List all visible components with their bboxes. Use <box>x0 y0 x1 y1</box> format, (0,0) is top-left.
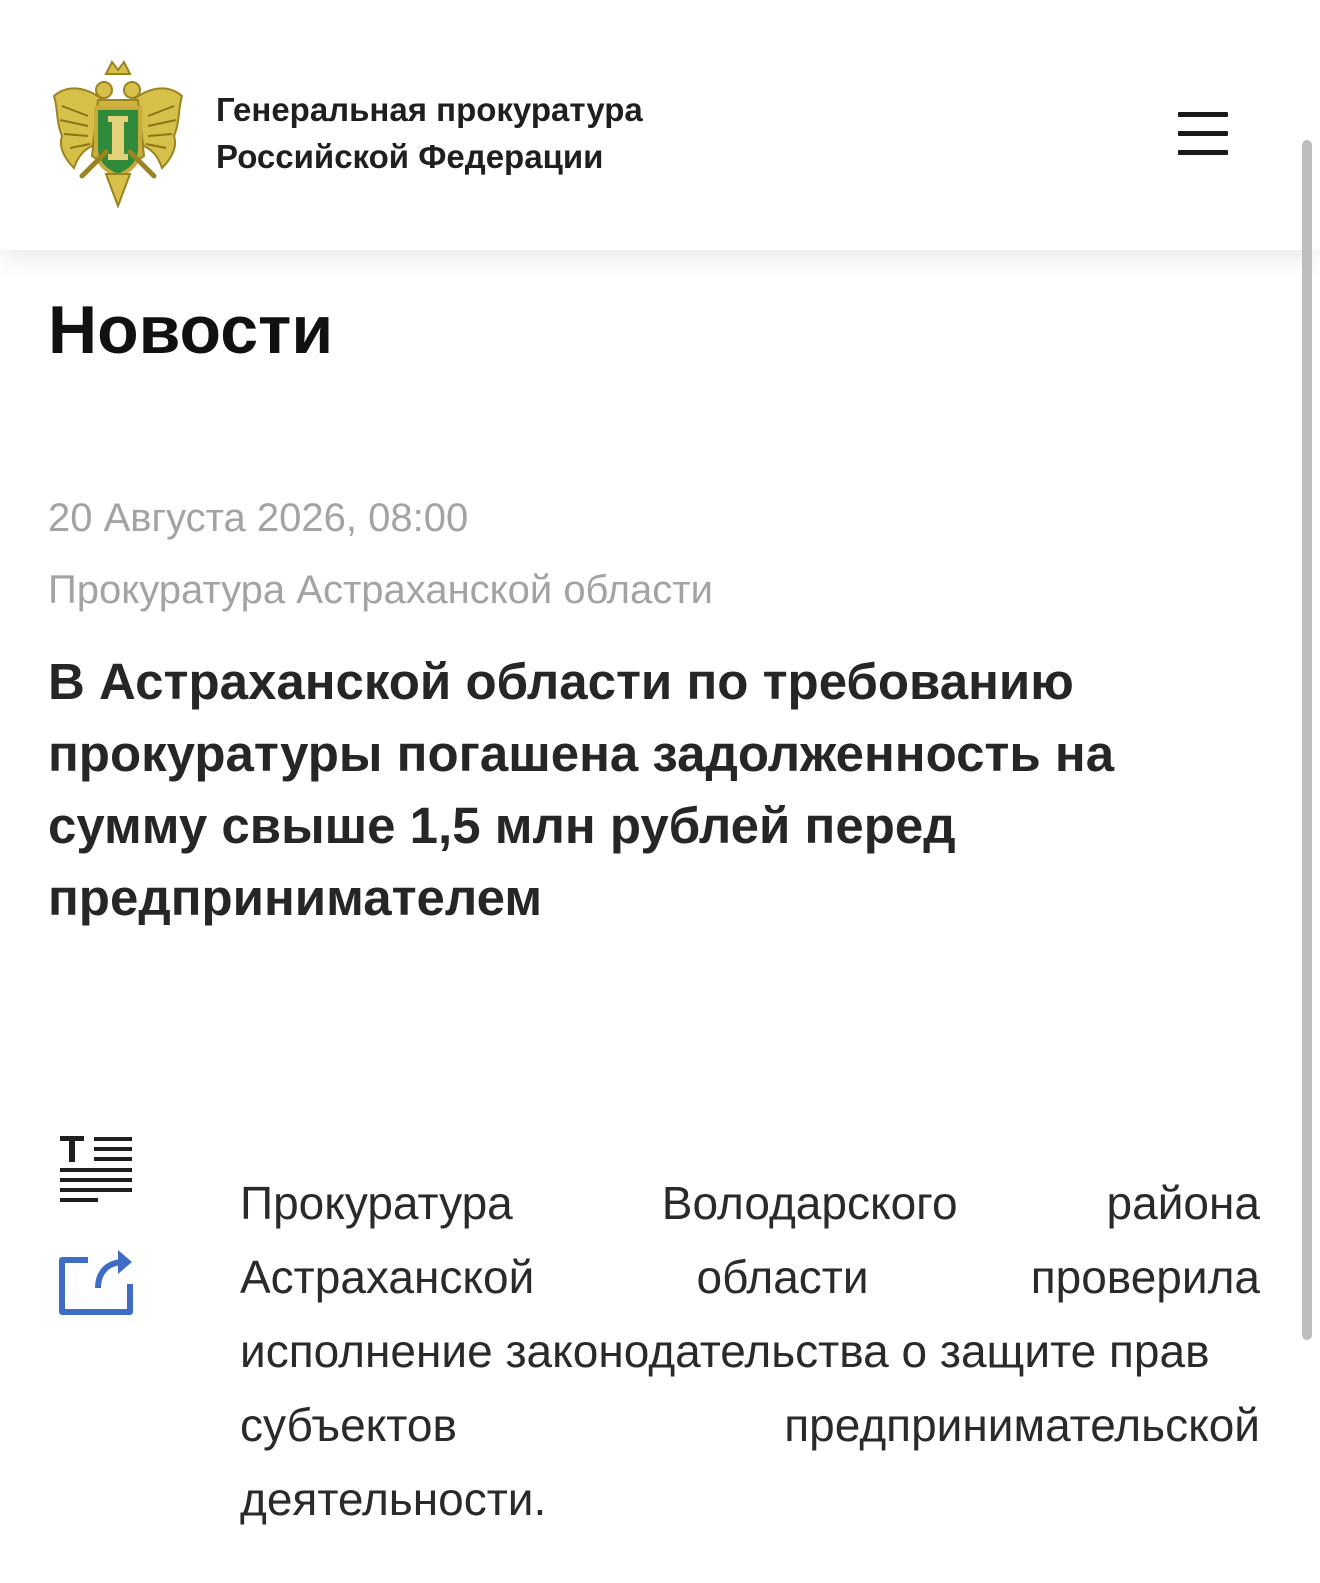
body-word: проверила <box>1030 1251 1260 1303</box>
body-line <box>240 1240 1260 1314</box>
article-body <box>240 1166 1260 1536</box>
body-line <box>240 1166 1260 1240</box>
prosecutor-emblem-icon[interactable] <box>48 56 188 208</box>
page-title: Новости <box>48 292 334 368</box>
org-name-line1: Генеральная прокуратура <box>216 91 643 128</box>
body-line <box>240 1462 1260 1536</box>
headline-line: В Астраханской области по требованию <box>48 653 1074 710</box>
menu-bar <box>1178 112 1228 117</box>
body-word: деятельности. <box>240 1473 547 1525</box>
menu-bar <box>1178 150 1228 155</box>
body-word: Володарского <box>661 1177 958 1229</box>
headline-line: предпринимателем <box>48 869 543 926</box>
menu-bar <box>1178 131 1228 136</box>
scrollbar[interactable] <box>1302 140 1312 1340</box>
news-headline <box>48 646 1278 934</box>
news-source[interactable]: Прокуратура Астраханской области <box>48 568 713 612</box>
site-header <box>0 0 1320 250</box>
news-date: 20 Августа 2026, 08:00 <box>48 496 469 540</box>
hamburger-menu-icon[interactable] <box>1178 110 1230 158</box>
org-name[interactable] <box>216 86 836 180</box>
body-word: Астраханской <box>240 1251 535 1303</box>
org-name-line2: Российской Федерации <box>216 138 604 175</box>
body-word: предпринимательской <box>784 1399 1260 1451</box>
body-word: субъектов <box>240 1399 457 1451</box>
body-word: исполнение законодательства о защите прав <box>240 1325 1210 1377</box>
body-word: Прокуратура <box>240 1177 513 1229</box>
body-line <box>240 1388 1260 1462</box>
text-size-icon[interactable] <box>58 1134 134 1204</box>
body-word: области <box>696 1251 869 1303</box>
share-icon[interactable] <box>58 1248 136 1316</box>
body-line <box>240 1314 1260 1388</box>
body-word: района <box>1106 1177 1260 1229</box>
headline-line: сумму свыше 1,5 млн рублей перед <box>48 797 956 854</box>
headline-line: прокуратуры погашена задолженность на <box>48 725 1115 782</box>
